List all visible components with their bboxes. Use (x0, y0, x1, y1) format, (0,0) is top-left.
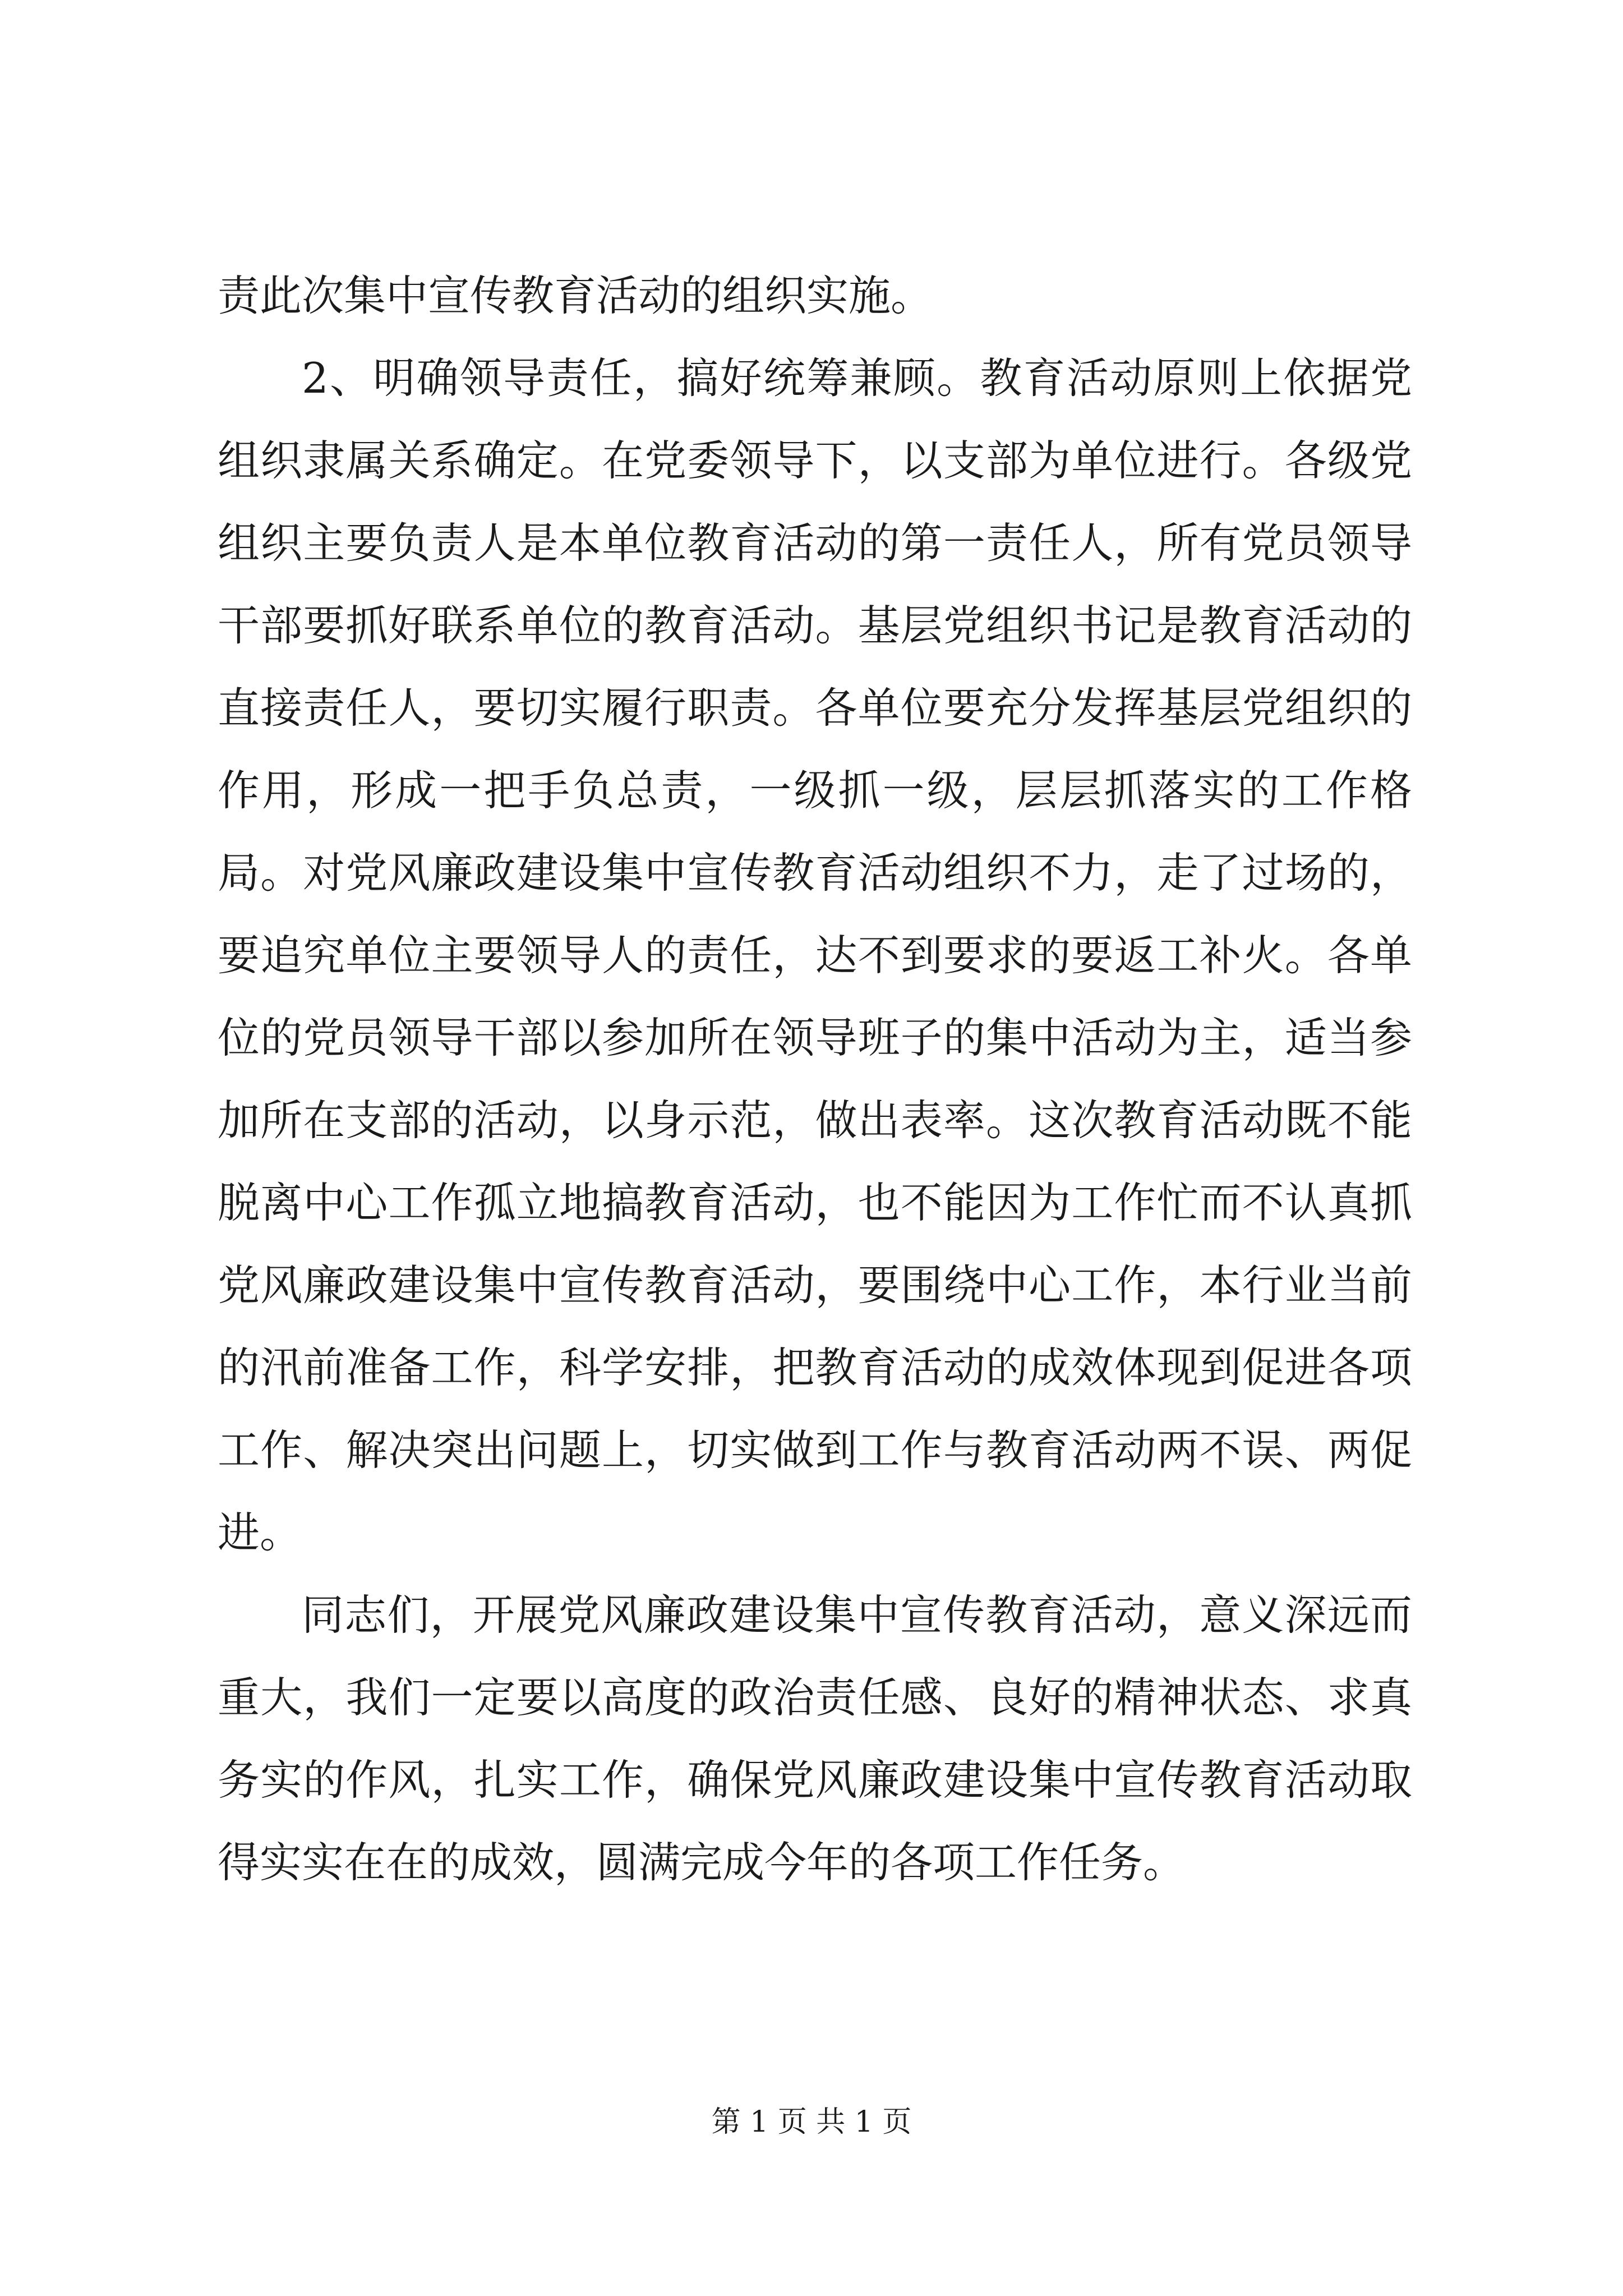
page-footer: 第 1 页 共 1 页 (711, 2105, 912, 2139)
paragraph-leadership-responsibility: 2、明确领导责任，搞好统筹兼顾。教育活动原则上依据党组织隶属关系确定。在党委领导下，以支部为单位进行。各级党组织主要负责人是本单位教育活动的第一责任人，所有党员领导干部要抓好联系单位的教育活动。基层党组织书记是教育活动的直接责任人，要切实履行职责。各单位要充分发挥基层党组织的作用，形成一把手负总责，一级抓一级，层层抓落实的工作格局。对党风廉政建设集中宣传教育活动组织不力，走了过场的，要追究单位主要领导人的责任，达不到要求的要返工补火。各单位的党员领导干部以参加所在领导班子的集中活动为主，适当参加所在支部的活动，以身示范，做出表率。这次教育活动既不能脱离中心工作孤立地搞教育活动，也不能因为工作忙而不认真抓党风廉政建设集中宣传教育活动，要围绕中心工作，本行业当前的汛前准备工作，科学安排，把教育活动的成效体现到促进各项工作、解决突出问题上，切实做到工作与教育活动两不误、两促进。 (218, 353, 1412, 1557)
document-body (218, 255, 1412, 1904)
paragraph-continuation: 责此次集中宣传教育活动的组织实施。 (218, 271, 933, 320)
paragraph-closing: 同志们，开展党风廉政建设集中宣传教育活动，意义深远而重大，我们一定要以高度的政治责任感、良好的精神状态、求真务实的作风，扎实工作，确保党风廉政建设集中宣传教育活动取得实实在在的成效，圆满完成今年的各项工作任务。 (218, 1590, 1412, 1887)
